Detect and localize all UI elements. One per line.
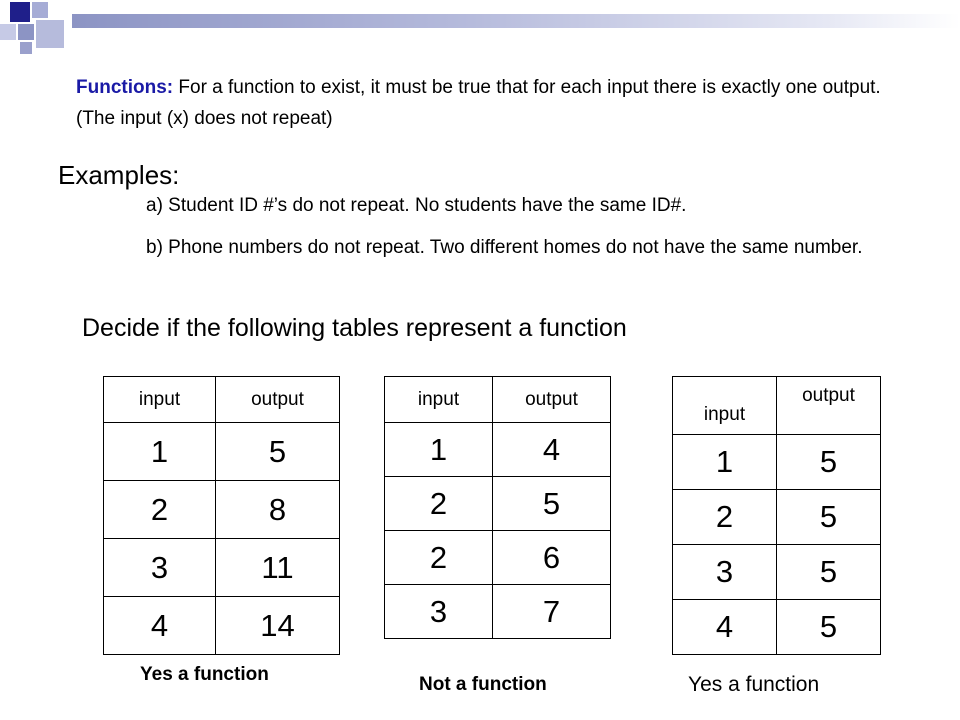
examples-heading: Examples: <box>58 160 180 190</box>
input-cell: 4 <box>673 600 777 655</box>
banner-square-light <box>36 20 64 48</box>
output-cell: 7 <box>493 585 611 639</box>
header-input: input <box>673 377 777 435</box>
input-cell: 2 <box>385 477 493 531</box>
header-input: input <box>104 377 216 423</box>
banner-square-mid <box>18 24 34 40</box>
output-cell: 5 <box>777 545 881 600</box>
header-input: input <box>385 377 493 423</box>
output-cell: 8 <box>216 481 340 539</box>
verdict-table-1: Yes a function <box>140 664 269 685</box>
definition-body: For a function to exist, it must be true that for each input there is exactly one output. <box>178 77 881 98</box>
definition-text <box>76 72 936 134</box>
verdict-table-2: Not a function <box>419 674 547 695</box>
header-output: output <box>216 377 340 423</box>
function-table-2 <box>384 376 611 639</box>
banner-square-light <box>32 2 48 18</box>
function-table-1 <box>103 376 340 655</box>
banner-square-light <box>0 24 16 40</box>
input-cell: 3 <box>385 585 493 639</box>
example-b: b) Phone numbers do not repeat. Two different homes do not have the same number. <box>146 237 863 258</box>
output-cell: 5 <box>216 423 340 481</box>
definition-note: (The input (x) does not repeat) <box>76 108 333 129</box>
function-table-3 <box>672 376 881 655</box>
output-cell: 6 <box>493 531 611 585</box>
input-cell: 1 <box>673 435 777 490</box>
verdict-table-3: Yes a function <box>688 673 820 696</box>
input-cell: 3 <box>104 539 216 597</box>
input-cell: 1 <box>104 423 216 481</box>
example-a: a) Student ID #’s do not repeat. No students have the same ID#. <box>146 195 687 216</box>
input-cell: 4 <box>104 597 216 655</box>
header-output: output <box>777 377 881 435</box>
banner-square-mid <box>20 42 32 54</box>
input-cell: 2 <box>673 490 777 545</box>
output-cell: 5 <box>493 477 611 531</box>
input-cell: 2 <box>385 531 493 585</box>
input-cell: 1 <box>385 423 493 477</box>
input-cell: 2 <box>104 481 216 539</box>
output-cell: 11 <box>216 539 340 597</box>
banner-square-dark <box>10 2 30 22</box>
header-output: output <box>493 377 611 423</box>
output-cell: 5 <box>777 435 881 490</box>
input-cell: 3 <box>673 545 777 600</box>
output-cell: 14 <box>216 597 340 655</box>
output-cell: 5 <box>777 600 881 655</box>
output-cell: 5 <box>777 490 881 545</box>
banner-bar <box>72 14 960 28</box>
output-cell: 4 <box>493 423 611 477</box>
prompt-text: Decide if the following tables represent a function <box>82 314 627 342</box>
definition-term: Functions: <box>76 77 174 98</box>
